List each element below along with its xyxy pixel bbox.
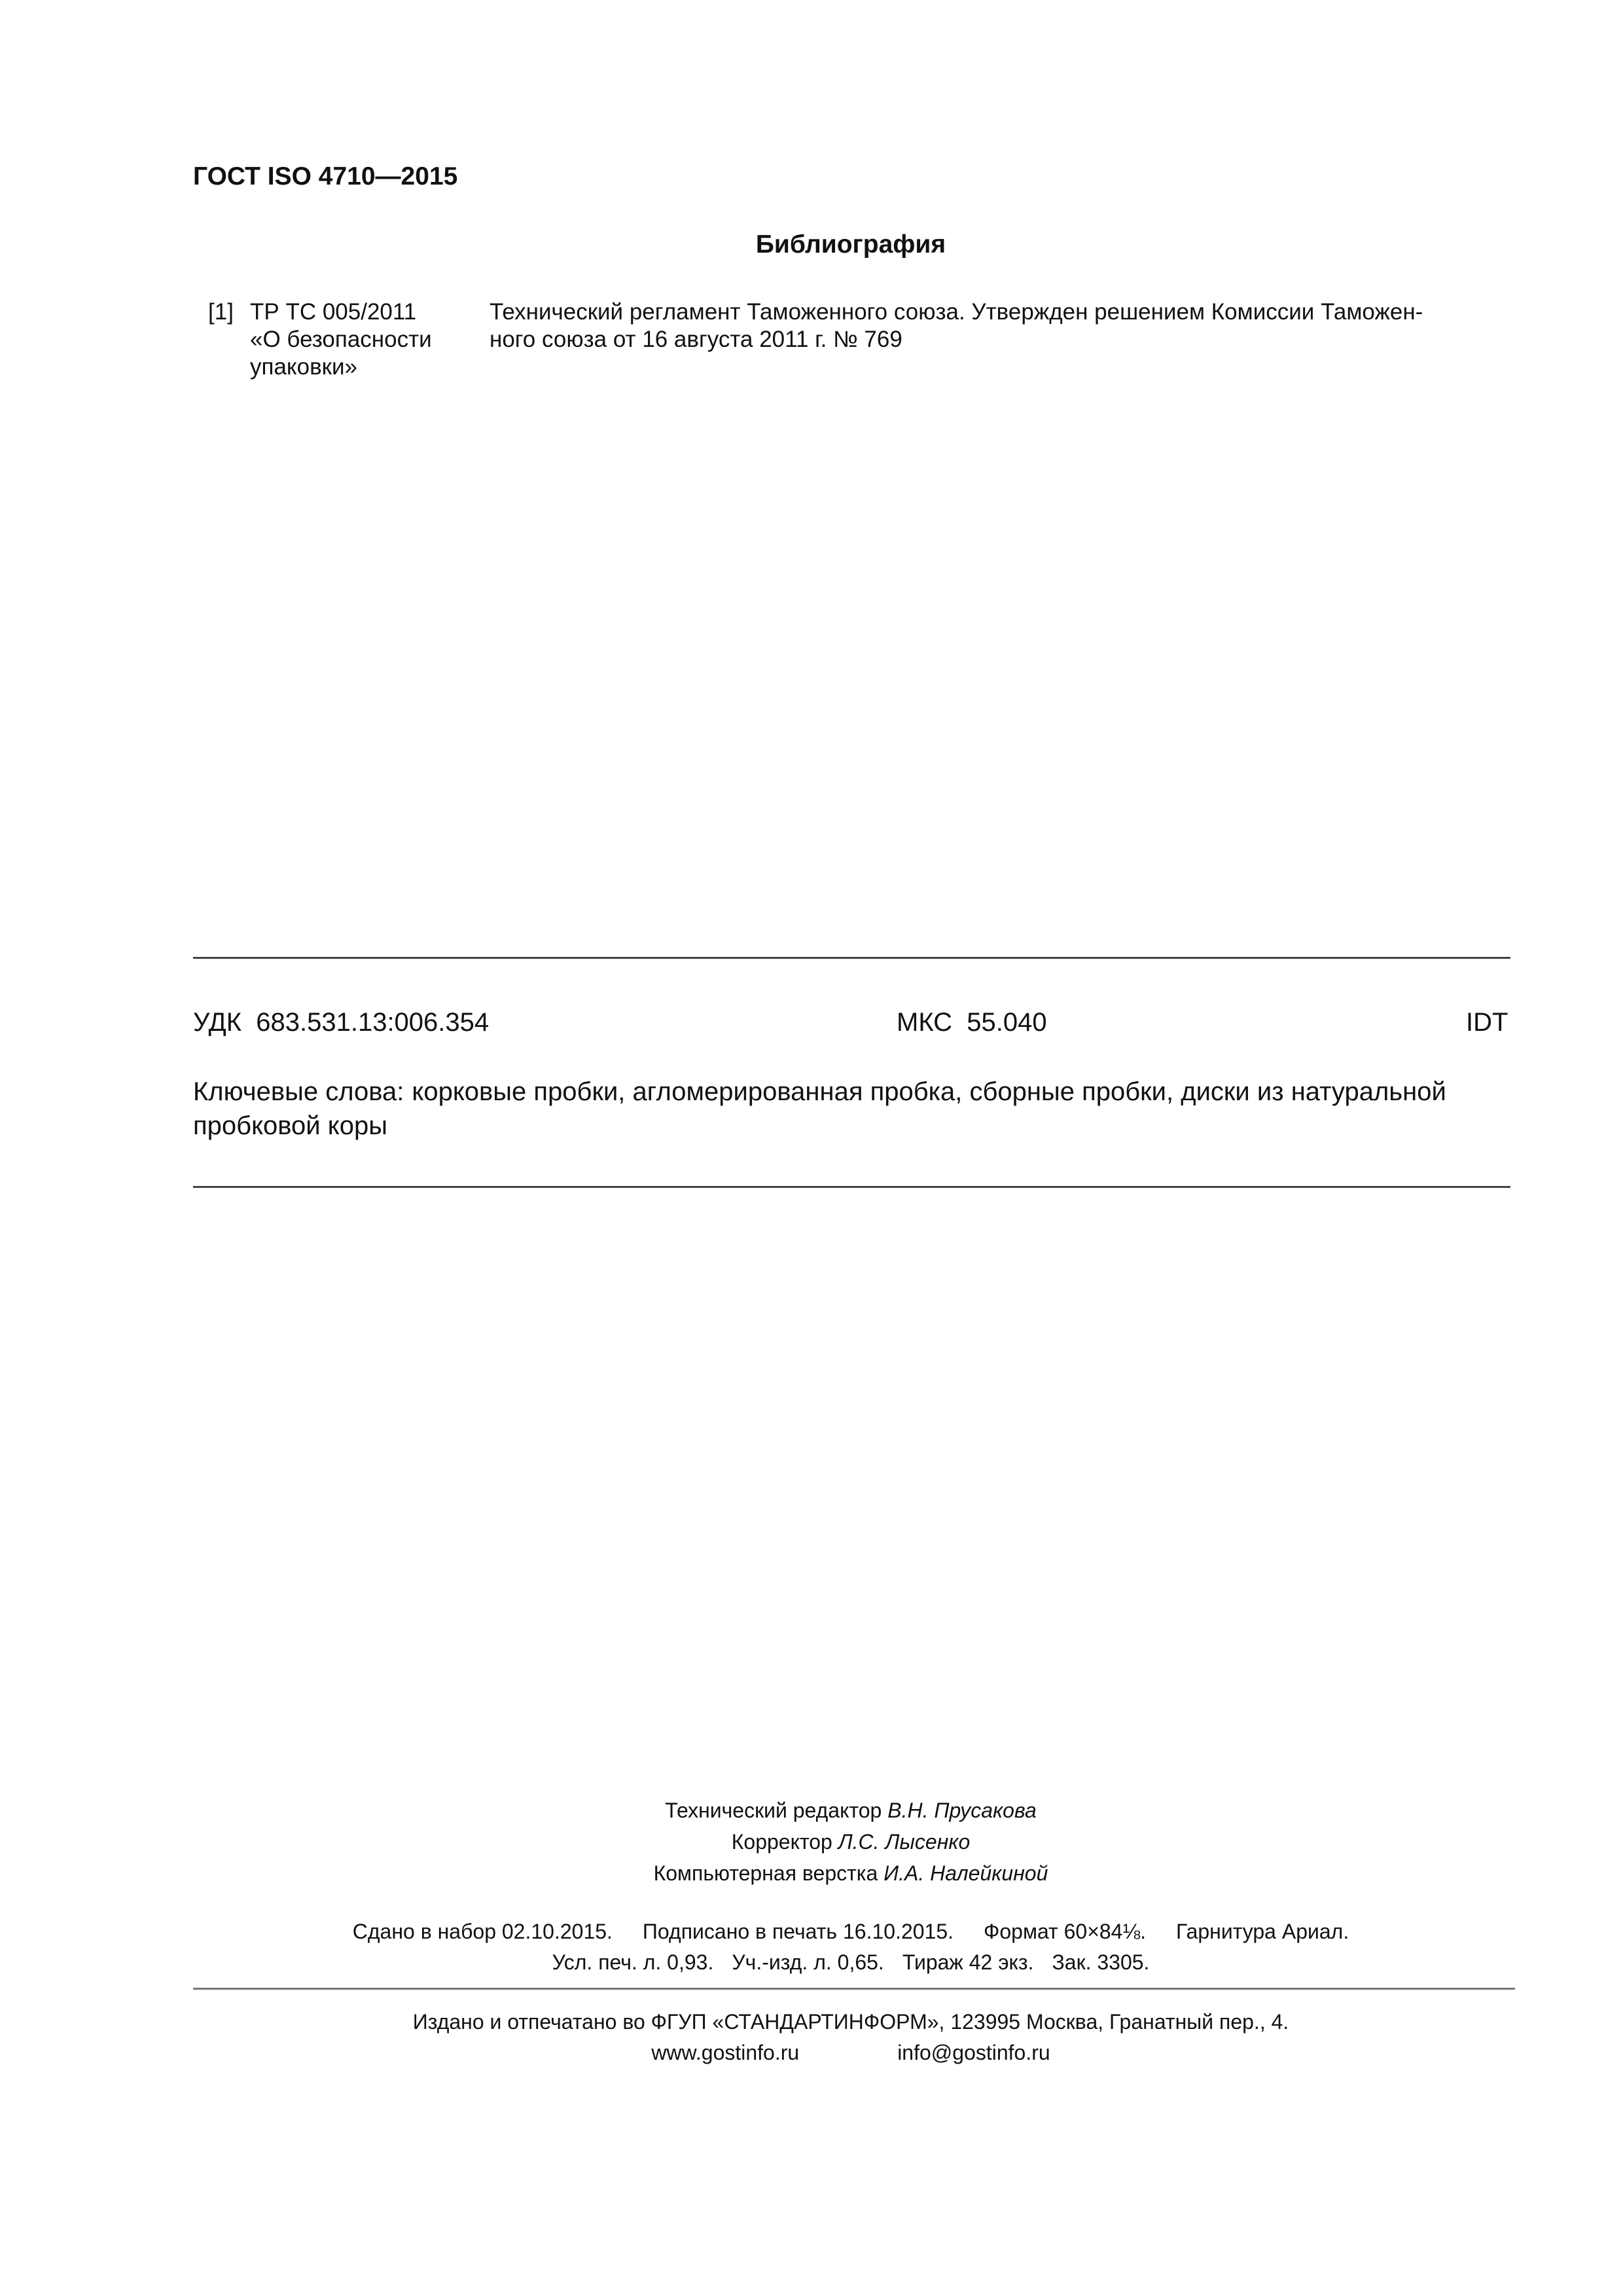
signed-date: Подписано в печать 16.10.2015. — [642, 1920, 954, 1943]
publisher-sheets: Уч.-изд. л. 0,65. — [732, 1950, 884, 1974]
publisher-line: Издано и отпечатано во ФГУП «СТАНДАРТИНФОРМ», 123995 Москва, Гранатный пер., 4. — [412, 2010, 1289, 2034]
print-info-line-1 — [0, 1920, 1623, 1944]
layout-name: И.А. Налейкиной — [883, 1861, 1048, 1885]
reference-source-line: упаковки» — [250, 354, 358, 380]
proofreader-name: Л.С. Лысенко — [838, 1830, 971, 1854]
paper-format: Формат 60×84⅛. — [984, 1920, 1147, 1943]
reference-source-line: «О безопасности — [250, 327, 432, 352]
udk-code — [193, 1008, 489, 1037]
reference-number: [1] — [208, 299, 234, 325]
tech-editor-name: В.Н. Прусакова — [887, 1799, 1037, 1822]
bibliography-title: Библиография — [755, 230, 946, 259]
order-number: Зак. 3305. — [1052, 1950, 1150, 1974]
reference-source-line: ТР ТС 005/2011 — [250, 299, 417, 325]
udk-value: 683.531.13:006.354 — [256, 1008, 490, 1037]
bottom-divider — [193, 1186, 1510, 1188]
proofreader-credit: Корректор Л.С. Лысенко — [731, 1830, 971, 1854]
publisher-email: info@gostinfo.ru — [897, 2041, 1050, 2064]
mks-code — [897, 1008, 1047, 1037]
tech-editor-credit: Технический редактор В.Н. Прусакова — [665, 1799, 1037, 1822]
udk-label: УДК — [193, 1008, 242, 1037]
conformity-degree: IDT — [1466, 1008, 1508, 1037]
keywords-label: Ключевые слова: — [193, 1077, 404, 1106]
reference-description-line: Технический регламент Таможенного союза. Утвержден решением Комиссии Таможен- — [490, 299, 1423, 325]
mks-label: МКС — [897, 1008, 953, 1037]
publisher-website: www.gostinfo.ru — [651, 2041, 800, 2064]
print-sheets: Усл. печ. л. 0,93. — [552, 1950, 714, 1974]
print-info-line-2 — [0, 1950, 1623, 1975]
mks-value: 55.040 — [967, 1008, 1047, 1037]
credits — [0, 1795, 1623, 1889]
document-code: ГОСТ ISO 4710—2015 — [193, 162, 458, 190]
typeset-date: Сдано в набор 02.10.2015. — [352, 1920, 613, 1943]
layout-credit: Компьютерная верстка И.А. Налейкиной — [653, 1861, 1048, 1885]
publisher-divider — [193, 1988, 1515, 1990]
keywords-text-line-1: корковые пробки, агломерированная пробка, сборные пробки, диски из натуральной — [412, 1077, 1446, 1106]
typeface: Гарнитура Ариал. — [1176, 1920, 1349, 1943]
keywords-text-line-2: пробковой коры — [193, 1111, 387, 1140]
circulation: Тираж 42 экз. — [902, 1950, 1034, 1974]
publisher-contacts — [0, 2041, 1623, 2065]
top-divider — [193, 957, 1510, 959]
reference-source — [250, 298, 466, 381]
reference-description-line: ного союза от 16 августа 2011 г. № 769 — [490, 327, 902, 352]
reference-description — [490, 298, 1504, 353]
keywords — [193, 1075, 1515, 1143]
